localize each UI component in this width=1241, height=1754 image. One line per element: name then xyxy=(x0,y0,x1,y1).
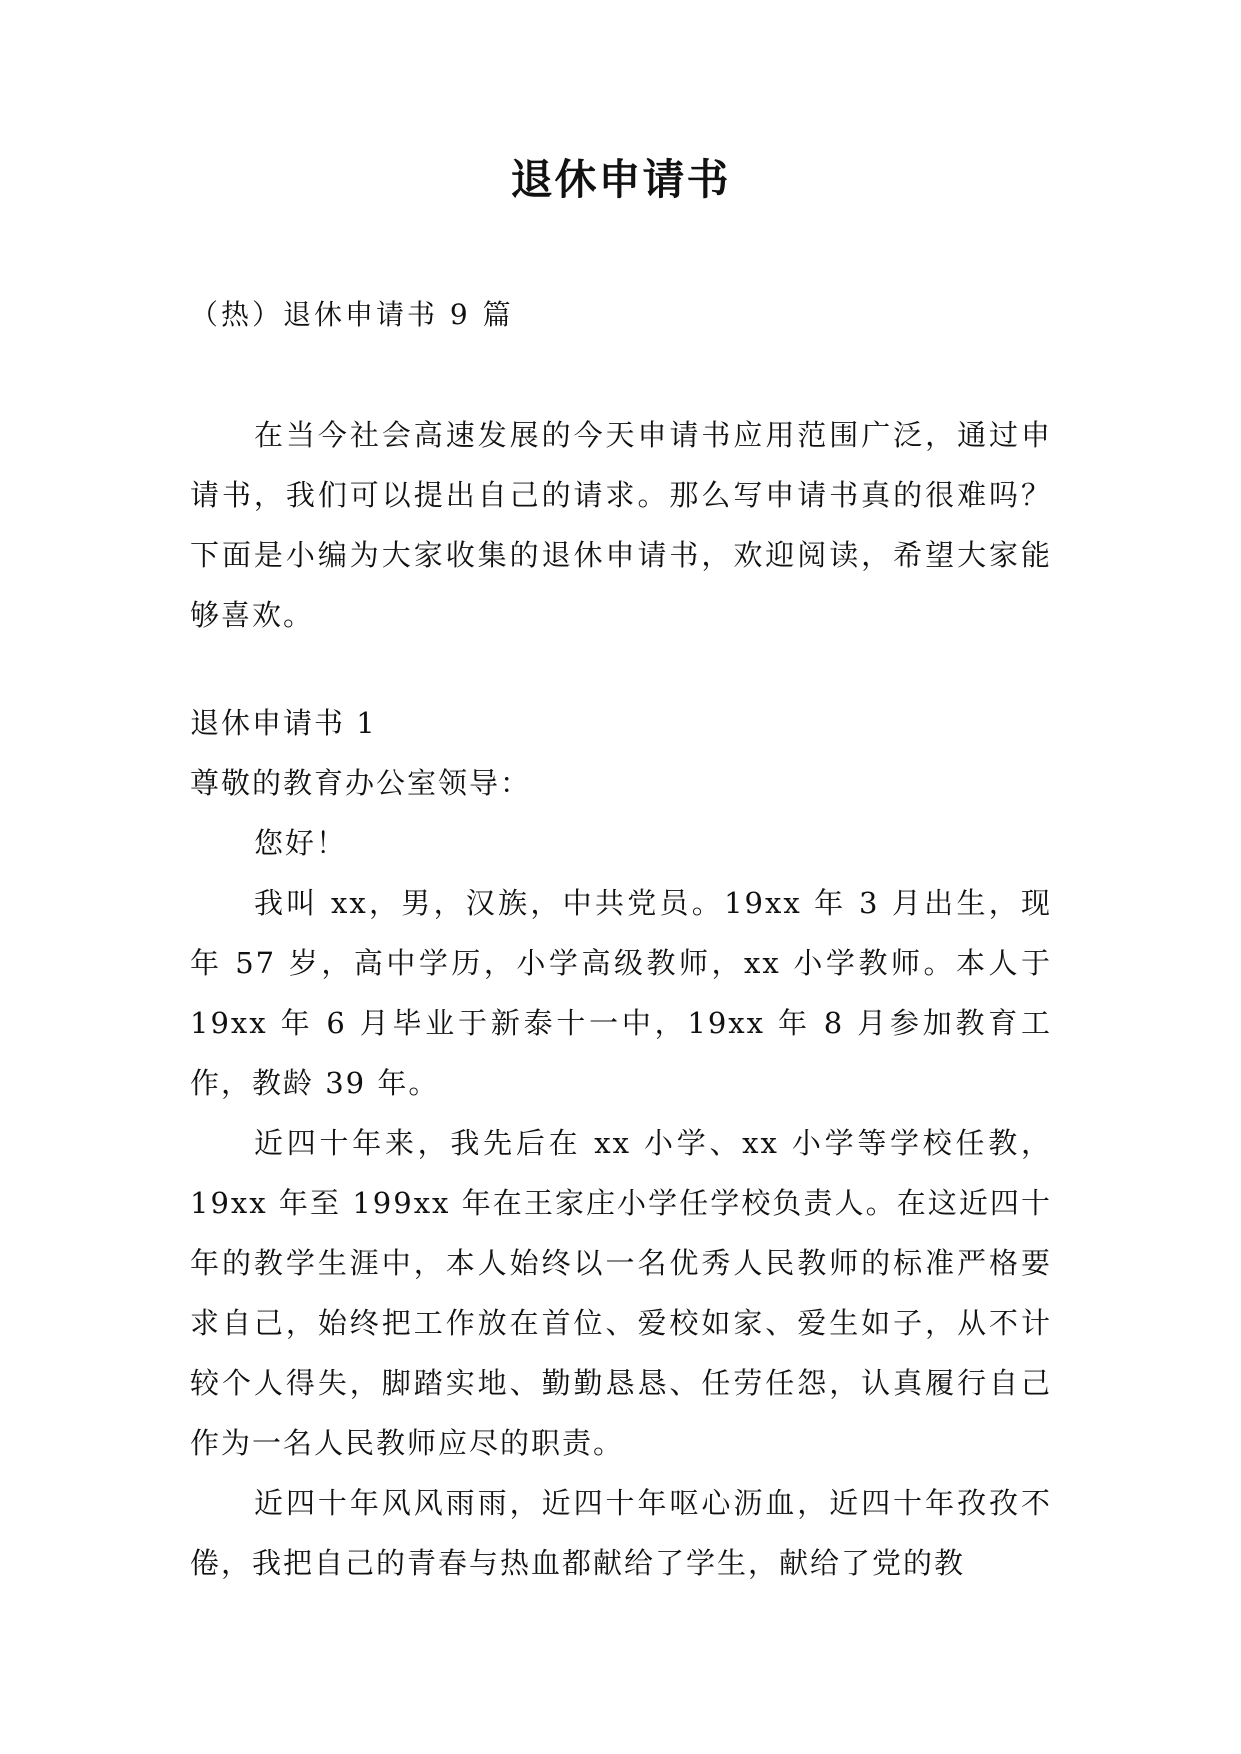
spacer xyxy=(190,645,1052,693)
greeting: 您好！ xyxy=(254,826,348,860)
body-paragraph: 近四十年风风雨雨，近四十年呕心沥血，近四十年孜孜不倦，我把自己的青春与热血都献给了学生，献给了党的教 xyxy=(190,1486,1052,1580)
section-heading: 退休申请书 1 xyxy=(190,706,377,740)
intro-paragraph: 在当今社会高速发展的今天申请书应用范围广泛，通过申请书，我们可以提出自己的请求。那么写申请书真的很难吗？下面是小编为大家收集的退休申请书，欢迎阅读，希望大家能够喜欢。 xyxy=(190,418,1052,632)
body-paragraph: 我叫 xx，男，汉族，中共党员。19xx 年 3 月出生，现年 57 岁，高中学历，小学高级教师，xx 小学教师。本人于 19xx 年 6 月毕业于新泰十一中，19xx 年 8 月参加教育工作，教龄 39 年。 xyxy=(190,886,1052,1100)
document-subtitle: （热）退休申请书 9 篇 xyxy=(190,298,514,331)
document-title: 退休申请书 xyxy=(510,155,731,204)
document-body xyxy=(190,405,1052,1593)
body-paragraph: 近四十年来，我先后在 xx 小学、xx 小学等学校任教，19xx 年至 199xx 年在王家庄小学任学校负责人。在这近四十年的教学生涯中，本人始终以一名优秀人民教师的标准严格要求自己，始终把工作放在首位、爱校如家、爱生如子，从不计较个人得失，脚踏实地、勤勤恳恳、任劳任怨，认真履行自己作为一名人民教师应尽的职责。 xyxy=(190,1126,1052,1460)
salutation: 尊敬的教育办公室领导： xyxy=(190,766,532,800)
